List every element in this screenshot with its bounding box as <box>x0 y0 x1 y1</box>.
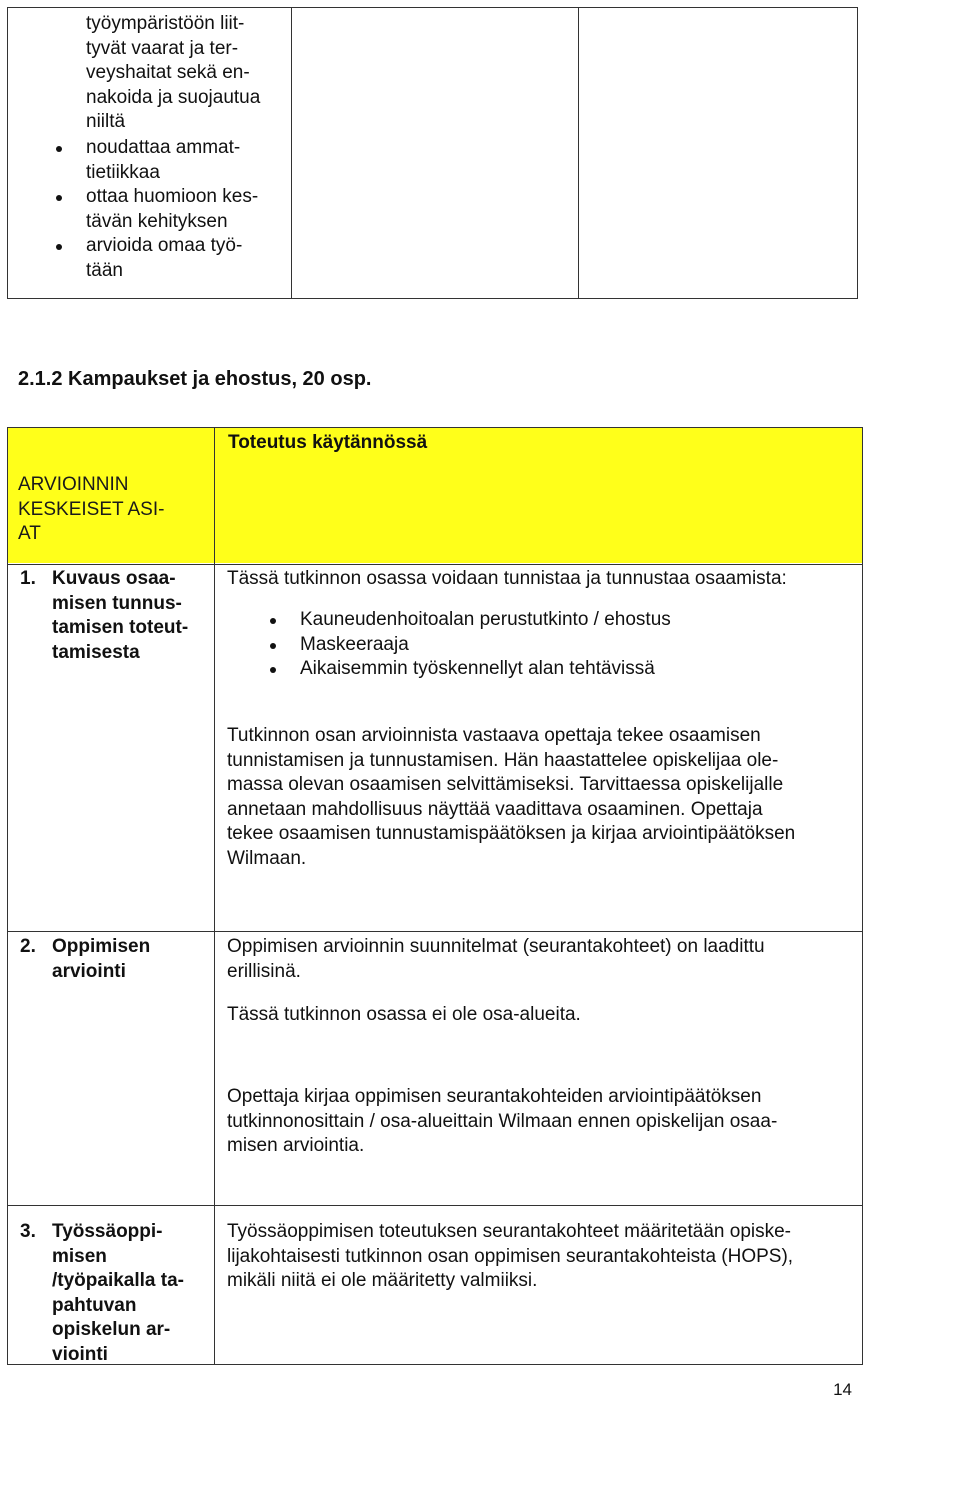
column-divider <box>214 428 215 1364</box>
row-label: Oppimisen arviointi <box>52 936 151 982</box>
header-left: ARVIOINNIN KESKEISET ASI- AT <box>18 474 165 544</box>
row-divider <box>8 1205 862 1206</box>
list-item: Maskeeraaja <box>300 633 860 658</box>
row-paragraph: Tässä tutkinnon osassa ei ole osa-alueita. <box>227 1004 581 1025</box>
list-item: Aikaisemmin työskennellyt alan tehtävissä <box>300 657 860 682</box>
row-intro: Tässä tutkinnon osassa voidaan tunnistaa ja tunnustaa osaamista: <box>227 568 787 589</box>
row-paragraph: Oppimisen arvioinnin suunnitelmat (seurantakohteet) on laadittu erillisinä. <box>227 936 765 982</box>
list-item: noudattaa ammat- tietiikkaa <box>86 136 291 185</box>
row-paragraph: Työssäoppimisen toteutuksen seurantakohteet määritetään opiske- lijakohtaisesti tutkinnon osan oppimisen seurantakohteista (HOPS), mikäli niitä ei ole määritetty valmiiksi. <box>227 1221 794 1291</box>
row-divider <box>8 931 862 932</box>
row-paragraph: Opettaja kirjaa oppimisen seurantakohteiden arviointipäätöksen tutkinnonosittain / osa-alueittain Wilmaan ennen opiskelijan osaa- misen arviointia. <box>227 1086 778 1156</box>
column-divider <box>291 8 292 298</box>
row-paragraph: Tutkinnon osan arvioinnista vastaava opettaja tekee osaamisen tunnistamisen ja tunnustamisen. Hän haastattelee opiskelijaa ole- massa olevan osaamisen selvittämiseksi. Tarvittaessa opiskelijalle annetaan mahdollisuus näyttää vaadittava osaaminen. Opettaja tekee osaamisen tunnustamispäätöksen ja kirjaa arviointipäätöksen Wilmaan. <box>227 725 796 869</box>
page-number: 14 <box>833 1380 852 1399</box>
header-right: Toteutus käytännössä <box>228 432 428 453</box>
row-divider <box>8 564 862 565</box>
continuation-text: työympäristöön liit- tyvät vaarat ja ter- veyshaitat sekä en- nakoida ja suojautua niiltä <box>86 13 261 132</box>
row-number: 1. <box>20 568 36 589</box>
list-item: Kauneudenhoitoalan perustutkinto / ehostus <box>300 608 860 633</box>
list-item: arvioida omaa työ- tään <box>86 234 291 283</box>
list-item: ottaa huomioon kes- tävän kehityksen <box>86 185 291 234</box>
section-heading: 2.1.2 Kampaukset ja ehostus, 20 osp. <box>18 368 372 390</box>
row-number: 2. <box>20 936 36 957</box>
assessment-table <box>7 427 863 1365</box>
previous-table <box>7 7 858 299</box>
recognition-list <box>300 608 860 682</box>
row-label: Työssäoppi- misen /työpaikalla ta- pahtuvan opiskelun ar- viointi <box>52 1221 184 1365</box>
row-label: Kuvaus osaa- misen tunnus- tamisen toteut- tamisesta <box>52 568 189 663</box>
row-number: 3. <box>20 1221 36 1242</box>
column-divider <box>578 8 579 298</box>
competence-list <box>86 136 291 283</box>
